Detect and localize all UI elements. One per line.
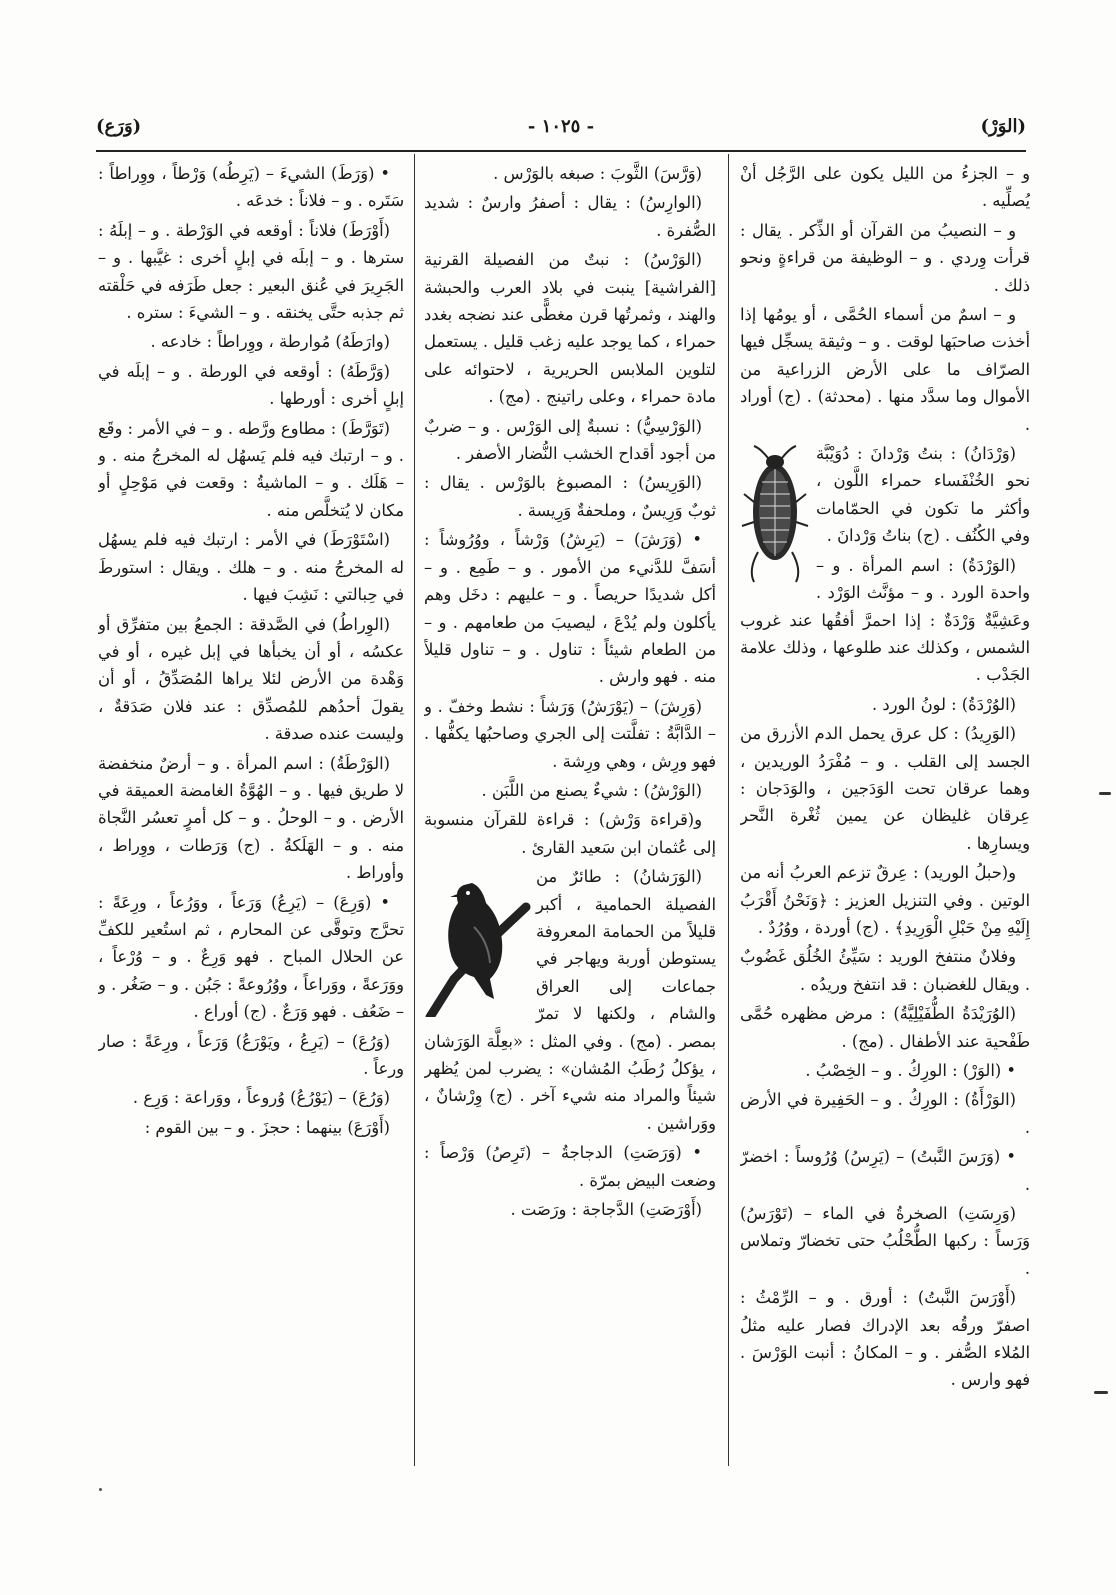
beetle-illustration (740, 442, 810, 592)
entry: (أَوْرَسَ النَّبتُ) : أورق . و – الرِّمْثُ : اصفرّ ورقُه بعد الإدراك فصار عليه مثلُ المُلاء الصُّفر . و – المكانُ : أنبت الوَرْسَ . فهو وارس . (740, 1288, 1030, 1390)
bird-illustration (424, 867, 532, 1017)
entry: • (وَرَطَ) الشيءَ – (يَرِطُه) وَرْطاً ، ووِراطاً : سَتَره . و – فلاناً : خدعَه . (98, 164, 404, 211)
entry: (وَرِشَ) – (يَوْرَشُ) وَرَشاً : نشط وخفّ . و – الدَّابَّةُ : تفلَّتت إلى الجري وصاحبُها يكفُّها . فهو ورِش ، وهي ورِشة . (424, 696, 716, 771)
entry: (الوَرِيسُ) : المصبوغ بالوَرْس . يقال : ثوبٌ وَرِيسٌ ، وملحفةٌ وَرِيسة . (424, 473, 716, 520)
entry: (وَرَّسَ) الثَّوبَ : صبغه بالوَرْس . (493, 164, 702, 183)
entry: و(قراءة وَرْش) : قراءة للقرآن منسوبة إلى عُثمان ابن سَعيد القارئ . (424, 810, 716, 857)
entry: (الوَرْطَةُ) : اسم المرأة . و – أرضٌ منخفضة لا طريق فيها . و – الهُوَّةُ الغامضة العميقة في الأرض . و – الوحلُ . و – كل أمرٍ تعسُر النَّجاة منه . و – الهَلَكةُ . (ج) وَرَطات ، ووِراط ، وأوراط . (98, 753, 404, 883)
entry: (الوَرِيدُ) : كل عرق يحمل الدم الأزرق من الجسد إلى القلب . و – مُفْرَدُ الوريدين ، وهما عرقان تحت الوَدَجين ، والوَدَجان : عِرقان غليظان عن يمين ثُغْرة النَّحر ويسارِها . (740, 724, 1030, 853)
entry: • (وَرَصَتِ) الدجاجةُ – (تَرِصُ) وَرْصاً : وضعت البيض بمرّة . (424, 1143, 716, 1190)
column-divider (414, 154, 415, 1466)
entry: (اسْتَوْرَطَ) في الأمر : ارتبك فيه فلم يسهُل له المخرجُ منه . و – هلك . ويقال : استورطَ في حِبالتي : نَشِبَ فيها . (98, 530, 404, 605)
entry: (الوَرْسِيُّ) : نسبةٌ إلى الوَرْس . و – ضربٌ من أجود أقداح الخشب النُّضار الأصفر . (424, 416, 716, 464)
margin-mark (1094, 1391, 1108, 1394)
entry: (الوَرْسُ) : نبتٌ من الفصيلة القرنية [الفراشية] ينبت في بلاد العرب والحبشة والهند ، وثمرتُها قرن مغطًّى عند نضجه بغدد حمراء ، كما يوجد عليه زغب قليل . يستعمل لتلوين الملابس الحريرية ، لاحتوائه على مادة حمراء ، وعلى راتينج . (مج) . (424, 250, 716, 407)
entry: (وَرُعَ) – (يَرِعُ ، ويَوْرَعُ) وَرَعاً ، ورِعَةً : صار ورعاً . (98, 1031, 404, 1078)
entry: • (وَرِعَ) – (يَرِعُ) وَرَعاً ، ووَرُعاً ، ورِعَةً : تحرَّج وتوقَّى عن المحارم ، ثم استُعير للكفِّ عن الحلال المباح . فهو وَرِعٌ . و – وُرْعاً ، ووَرَعةً ، ووَراعاً ، ووُرُوعةً : جَبُن . و – صَغُر . و – ضَعُف . فهو وَرَعٌ . (ج) أوراع . (98, 892, 404, 1022)
page-header (96, 112, 1026, 146)
entry: • (الوَرْ) : الورِكُ . و – الخِصْبُ . (805, 1061, 1016, 1080)
entry: (وَرَّطَهُ) : أوقعه في الورطة . و – إبلَه في إبلٍ أخرى : أورطها . (98, 361, 404, 409)
entry: (الوَرْأَةُ) : الورِكُ . و – الحَفِيرة في الأرض . (740, 1090, 1030, 1137)
header-root-left: (وَرَع) (96, 116, 142, 137)
entry: (وَرُعَ) – (يَوْرُعُ) وُروعاً ، ووَراعة : وَرِع . (132, 1088, 390, 1108)
entry: • (وَرَسَ النَّبتُ) – (يَرِسُ) وُرُوساً : اخضرّ . (740, 1147, 1030, 1194)
entry: (وَرْدَانُ) : بنتُ وَرْدانَ : دُوَيْبَّة نحو الخُنْفَساء حمراء اللَّون ، وأكثر ما تكون في الحمّامات وفي الكُنُف . (ج) بناتُ وَرْدانَ . (816, 444, 1030, 546)
entry: (الوُرَيْدَةُ الطُّفَيْلِيَّةُ) : مرض مظهره حُمَّى طَفْحية عند الأطفال . (مج) . (740, 1004, 1030, 1051)
header-root-right: (الوَرْ) (980, 116, 1026, 137)
entry: و – الجزءُ من الليل يكون على الرَّجُل أنْ يُصلِّيه . (740, 164, 1030, 211)
entry: (الوَرَشانُ) : طائرٌ من الفصيلة الحمامية ، أكبر قليلاً من الحمامة المعروفة يستوطن أوربة ويهاجر في جماعات إلى العراق والشام ، ولكنها لا تمرّ بمصر . (مج) . وفي المثل : «بعِلَّة الوَرَشان ، يؤكلُ رُطَبُ المُشان» : يضرب لمن يُظهر شيئاً والمراد منه شيء آخر . (ج) وِرْشانٌ ، ووَراشين . (424, 867, 716, 1133)
entry: (وارَطَهُ) مُوارطة ، ووِراطاً : خادعه . (150, 332, 390, 352)
entry: و(حبلُ الوريد) : عِرقٌ تزعم العربُ أنه من الوتين . وفي التنزيل العزيز : ﴿وَنَحْنُ أَقْرَبُ إِلَيْهِ مِنْ حَبْلِ الْوَرِيدِ﴾ . (ج) أوردة ، ووُرُدٌ . (740, 863, 1030, 937)
entry: (أَوْرَطَ) فلاناً : أوقعه في الوَرْطة . و – إبلَهُ : سترها . و – إبلَه في إبلٍ أخرى : غيَّبها . و – الجَرِيرَ في عُنق البعير : جعل طَرَفه في حَلْقته ثم جذبه حتَّى يخنقه . و – الشيءَ : ستره . (98, 220, 404, 323)
scan-speck (99, 1488, 102, 1491)
entry: (تَوَرَّطَ) : مطاوع ورَّطه . و – في الأمر : وقَع . و – ارتبك فيه فلم يَسهُل له المخرجُ منه . و – هَلَك . و – الماشيةُ : وقعت في مَوْحِلٍ أو مكان لا يُتخلَّص منه . (98, 418, 404, 520)
entry: (الوَرْشُ) : شيءٌ يصنع من اللَّبَن . (481, 780, 702, 800)
entry: و – اسمٌ من أسماء الحُمَّى ، أو يومُها إذا أخذت صاحبَها لوقت . و – وثيقة يسجِّل فيها الصرّاف ما على الأرض الزراعية من الأموال وما سدَّد منها . (محدثة) . (ج) أوراد . (740, 305, 1030, 434)
entry: وفلانٌ منتفخ الوريد : سَيِّئُ الخُلُق غَضُوبٌ . ويقال للغضبان : قد انتفخ وريدُه . (740, 947, 1030, 994)
entry: (وَرِسَتِ) الصخرةُ في الماء – (تَوْرَسُ) وَرَساً : ركبها الطُّحْلُبُ حتى تخضارّ وتملاس . (740, 1204, 1030, 1278)
entry: (أَوْرَصَتِ) الدَّجاجة : ورَصَت . (510, 1200, 702, 1220)
column-left (98, 160, 404, 1480)
column-divider (728, 154, 729, 1466)
entry: (الوَرْدَةُ) : اسم المرأة . و – واحدة الورد . و – مؤنَّث الوَرْد . وعَشِيَّةٌ وَرْدَةٌ : إذا احمرَّ أفقُها عند غروب الشمس ، وكذلك عند طلوعها ، وذلك علامة الجَدْب . (740, 555, 1030, 685)
page-number: - ١٠٢٥ - (527, 116, 595, 137)
entry: (الوُرْدَةُ) : لونُ الورد . (872, 694, 1016, 714)
header-rule (96, 150, 1026, 152)
margin-mark (1099, 792, 1111, 795)
entry: • (وَرَشَ) – (يَرِشُ) وَرْشاً ، ووُرُوشاً : أسَفَّ للدَّنيء من الأمور . و – طَمِع . و – أكل شديدًا حريصاً . و – عليهم : دخَل وهم يأكلون ولم يُدْعَ ، ليصيبَ من طعامهم . و – من الطعام شيئاً : تناول . و – تناول قليلاً منه . فهو وارش . (424, 530, 716, 687)
entry: (أَوْرَعَ) بينهما : حجزَ . و – بين القوم : (144, 1117, 390, 1137)
entry: (الوارِسُ) : يقال : أصفرُ وارسٌ : شديد الصُّفرة . (424, 193, 716, 240)
entry: (الوِراطُ) في الصَّدقة : الجمعُ بين متفرِّق أو عكسُه ، أو أن يخبأها في إبل غيره ، أو في وَهْدة من الأرض لئلا يراها المُصَدِّقُ ، أو أن يقولَ أحدُهم للمُصدِّق : عند فلان صَدَقةٌ ، وليست عنده صدقة . (98, 614, 404, 744)
column-middle (424, 160, 716, 1480)
column-right (740, 160, 1030, 1480)
entry: و – النصيبُ من القرآن أو الذِّكر . يقال : قرأت وِردي . و – الوظيفة من قراءةٍ ونحو ذلك . (740, 220, 1030, 295)
